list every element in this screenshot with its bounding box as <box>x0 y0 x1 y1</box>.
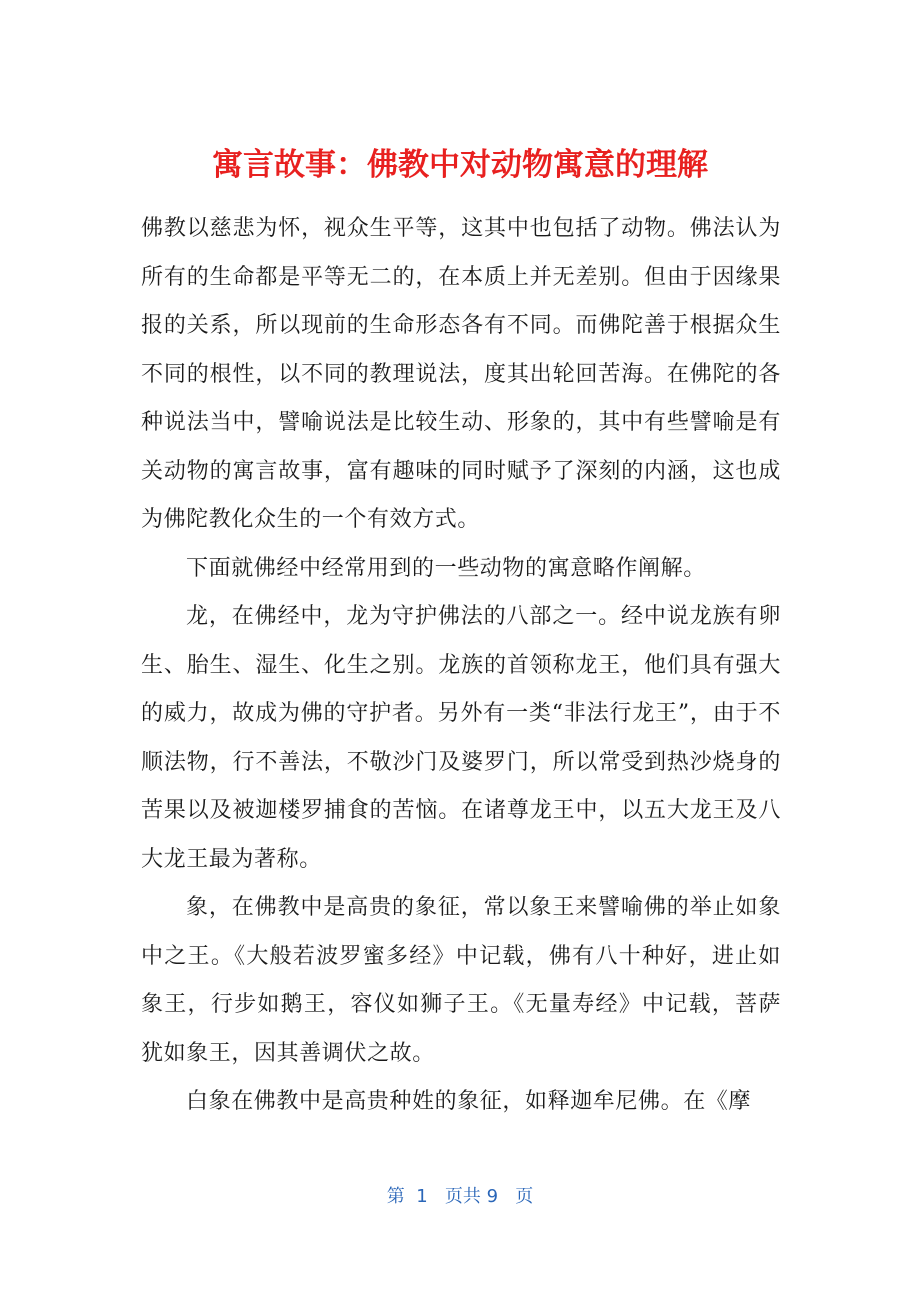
document-title: 寓言故事：佛教中对动物寓意的理解 <box>212 147 708 183</box>
paragraph-white-elephant: 白象在佛教中是高贵种姓的象征，如释迦牟尼佛。在《摩 <box>186 1089 752 1114</box>
paragraph-elephant: 象，在佛教中是高贵的象征，常以象王来譬喻佛的举止如象中之王。《大般若波罗蜜多经》中记载，佛有八十种好，进止如象王，行步如鹅王，容仪如狮子王。《无量寿经》中记载，菩萨犹如象王，因其善调伏之故。 <box>141 895 781 1066</box>
document-body <box>141 205 781 1127</box>
paragraph-dragon: 龙，在佛经中，龙为守护佛法的八部之一。经中说龙族有卵生、胎生、湿生、化生之别。龙族的首领称龙王，他们具有强大的威力，故成为佛的守护者。另外有一类“非法行龙王”，由于不顺法物，行不善法，不敬沙门及婆罗门，所以常受到热沙烧身的苦果以及被迦楼罗捕食的苦恼。在诸尊龙王中，以五大龙王及八大龙王最为著称。 <box>141 604 781 872</box>
paragraph-intro: 佛教以慈悲为怀，视众生平等，这其中也包括了动物。佛法认为所有的生命都是平等无二的，在本质上并无差别。但由于因缘果报的关系，所以现前的生命形态各有不同。而佛陀善于根据众生不同的根性，以不同的教理说法，度其出轮回苦海。在佛陀的各种说法当中，譬喻说法是比较生动、形象的，其中有些譬喻是有关动物的寓言故事，富有趣味的同时赋予了深刻的内涵，这也成为佛陀教化众生的一个有效方式。 <box>141 216 781 532</box>
paragraph-overview: 下面就佛经中经常用到的一些动物的寓意略作阐解。 <box>186 555 706 581</box>
page-footer: 第 1 页共 9 页 <box>386 1186 534 1207</box>
